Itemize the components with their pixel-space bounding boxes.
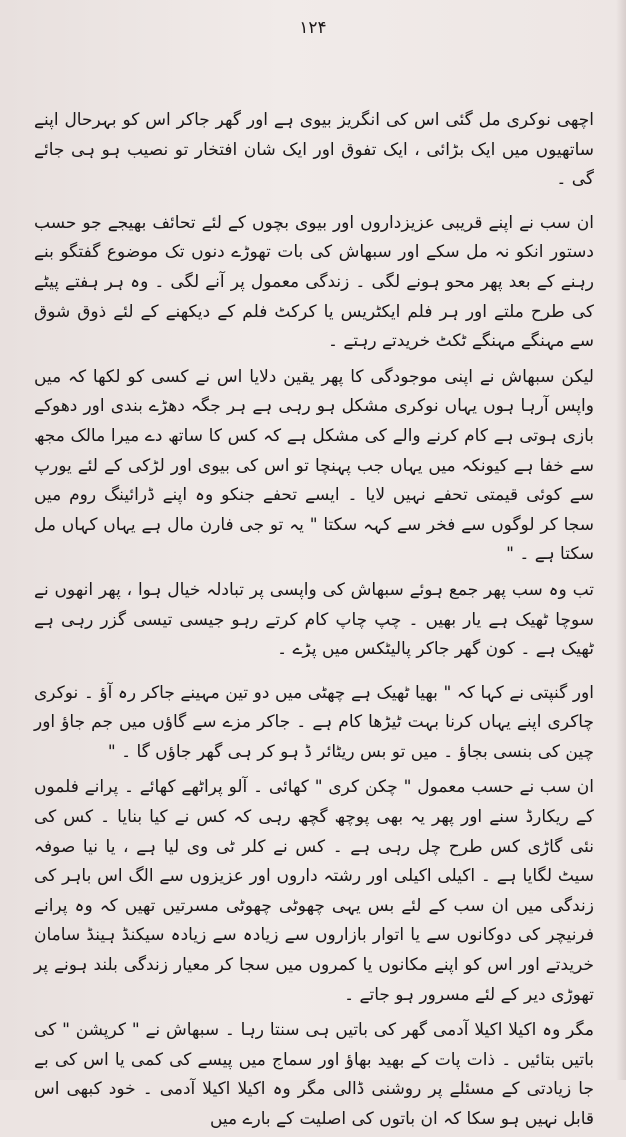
paragraph: تب وہ سب پھر جمع ہوئے سبھاش کی واپسی پر تبادلہ خیال ہوا ، پھر انھوں نے سوچا ٹھیک ہے یار بھیں ۔ چپ چاپ کام کرتے رہو جیسی تیسی گزر رہی ہے ٹھیک ہے ۔ کون گھر جاکر پالیٹکس میں پڑے ۔: [34, 579, 594, 660]
paragraph: اور گنپتی نے کہا کہ " بھیا ٹھیک ہے چھٹی میں دو تین مہینے جاکر رہ آؤ ۔ نوکری چاکری اپنے یہاں کرنا بہت ٹیڑھا کام ہے ۔ جاکر مزے سے گاؤں میں جم جاؤ اور چین کی بنسی بجاؤ ۔ میں تو بس ریٹائر ڈ ہو کر ہی گھر جاؤں گا ۔ ": [34, 682, 594, 762]
paragraph: مگر وہ اکیلا اکیلا آدمی گھر کی باتیں ہی سنتا رہا ۔ سبھاش نے " کرپشن " کی باتیں بتائیں ۔ ذات پات کے بھید بھاؤ اور سماج میں پیسے کی کمی یا اس کی بے جا زیادتی کے مسئلے پر روشنی ڈالی مگر وہ اکیلا اکیلا آدمی ۔ خود کبھی اس قابل نہیں ہو سکا کہ ان باتوں کی اصلیت کے بارے میں: [34, 1020, 594, 1129]
paragraph: اچھی نوکری مل گئی اس کی انگریز بیوی ہے اور گھر جاکر اس کو بہرحال اپنے ساتھیوں میں ایک بڑائی ، ایک تفوق اور ایک شان افتخار تو نصیب ہو ہی جائے گی ۔: [34, 110, 594, 190]
paragraph: ان سب نے حسب معمول " چکن کری " کھائی ۔ آلو پراٹھے کھائے ۔ پرانے فلموں کے ریکارڈ سنے اور پھر یہ بھی پوچھ گچھ رہی کہ کس نے کیا بنایا ۔ کس کی نئی گاڑی کس طرح چل رہی ہے ۔ کس نے کلر ٹی وی لیا ہے ، یا نیا صوفہ سیٹ لگایا ہے ۔ اکیلی اکیلی اور رشتہ داروں اور عزیزوں سے الگ اس باہر کی زندگی میں ان سب کے لئے بس یہی چھوٹی چھوٹی مسرتیں تھیں کہ وہ پرانے فرنیچر کی دوکانوں سے یا اتوار بازاروں سے زیادہ سے زیادہ سیکنڈ ہینڈ سامان خریدتے اور اس کو اپنے مکانوں یا کمروں میں سجا کر معیار زندگی بلند ہونے پر تھوڑی دیر کے لئے مسرور ہو جاتے ۔: [34, 777, 594, 1005]
body-text: [34, 106, 594, 1137]
paragraph: لیکن سبھاش نے اپنی موجودگی کا پھر یقین دلایا اس نے کسی کو لکھا کہ میں واپس آرہا ہوں یہاں نوکری مشکل ہو رہی ہے ہر جگہ دھڑے بندی اور دھوکے بازی ہوتی ہے کام کرنے والے کی مشکل ہے کہ کس کا ساتھ دے میرا مالک مجھ سے خفا ہے کیونکہ میں یہاں جب پہنچا تو اس کی بیوی اور لڑکی کے لئے یورپ سے کوئی قیمتی تحفے نہیں لایا ۔ ایسے تحفے جنکو وہ اپنے ڈرائینگ روم میں سجا کر لوگوں سے فخر سے کہہ سکتا " یہ تو جی فارن مال ہے یہاں کہاں مل سکتا ہے ۔ ": [34, 366, 594, 565]
page-edge-shadow: [616, 0, 626, 1080]
paragraph: ان سب نے اپنے قریبی عزیزداروں اور بیوی بچوں کے لئے تحائف بھیجے جو حسب دستور انکو نہ مل سکے اور سبھاش کی بات تھوڑے دنوں تک موضوع گفتگو بنے رہنے کے بعد پھر محو ہونے لگی ۔ زندگی معمول پر آنے لگی ۔ وہ ہر ہفتے پیٹے کی طرح ملتے اور ہر فلم ایکٹریس یا کرکٹ فلم کے دیکھنے کے لئے ذوق شوق سے مہنگے مہنگے ٹکٹ خریدتے رہتے ۔: [34, 212, 594, 352]
page-number: ۱۲۴: [299, 18, 327, 38]
